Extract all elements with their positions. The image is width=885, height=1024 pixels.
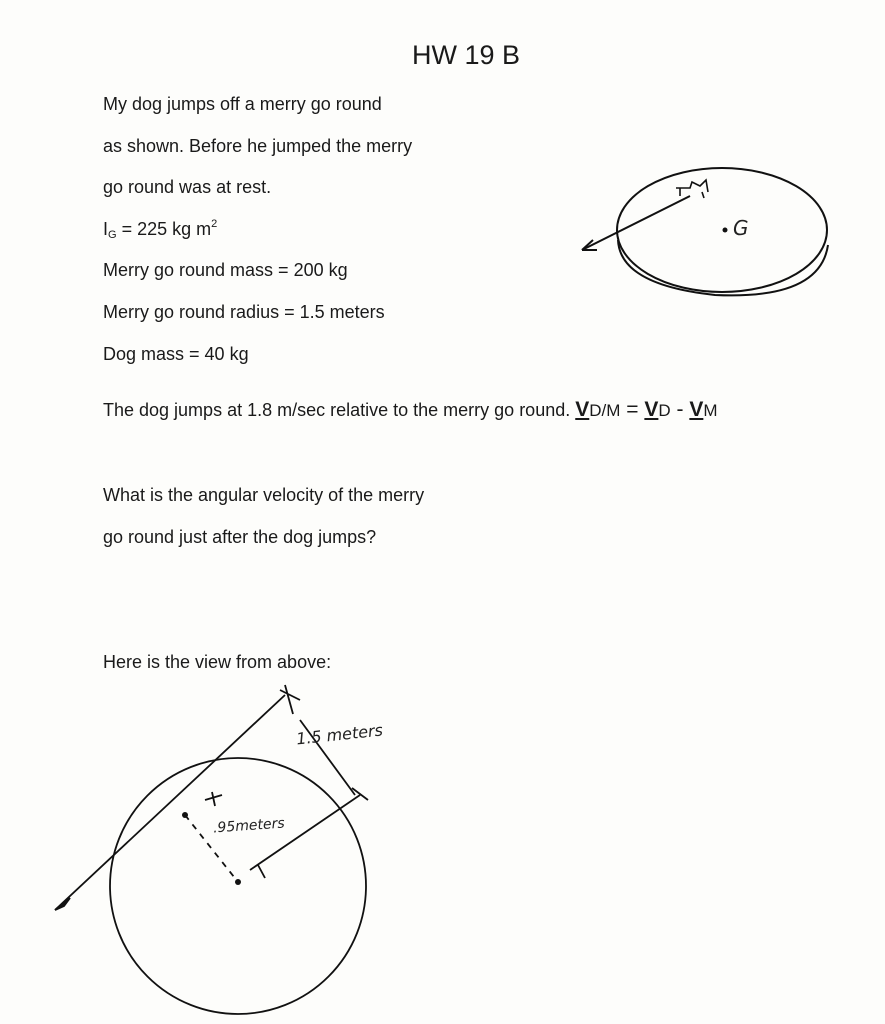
dog-path-line: [55, 695, 285, 910]
ig-label: I: [103, 219, 109, 239]
jump-text: The dog jumps at 1.8 m/sec relative to the merry go round.: [103, 400, 571, 420]
question-line-1: What is the angular velocity of the merry: [103, 485, 425, 505]
eq-v3: V: [689, 398, 704, 421]
offset-label: .95meters: [212, 815, 286, 837]
center-dot: [235, 879, 241, 885]
eq-v1: V: [575, 398, 590, 421]
radius-label: 1.5 meters: [295, 720, 384, 749]
eq-s3: M: [703, 401, 718, 420]
dog-position-dot: [182, 812, 188, 818]
problem-line-2: as shown. Before he jumped the merry: [103, 136, 413, 156]
eq-s1: D/M: [589, 401, 621, 420]
view-label: Here is the view from above:: [103, 652, 332, 672]
merry-go-round-circle: [110, 758, 366, 1014]
eq-v2: V: [644, 398, 659, 421]
ig-subscript: G: [108, 229, 117, 241]
offset-ticks: [205, 792, 222, 806]
question-line-2: go round just after the dog jumps?: [103, 527, 377, 547]
ig-superscript: 2: [211, 218, 218, 230]
dog-path-arrowhead: [55, 898, 70, 910]
page-title: HW 19 B: [412, 40, 521, 70]
eq-op1: =: [620, 398, 645, 421]
eq-s2: D: [658, 401, 671, 420]
problem-line-1: My dog jumps off a merry go round: [103, 94, 382, 114]
merry-go-round-radius: Merry go round radius = 1.5 meters: [103, 302, 385, 322]
eq-op2: -: [670, 398, 690, 421]
ig-value: = 225 kg m: [116, 219, 212, 239]
dog-mass: Dog mass = 40 kg: [103, 344, 249, 364]
g-label: G: [733, 216, 749, 240]
problem-line-3: go round was at rest.: [103, 177, 272, 197]
merry-go-round-mass: Merry go round mass = 200 kg: [103, 260, 348, 280]
